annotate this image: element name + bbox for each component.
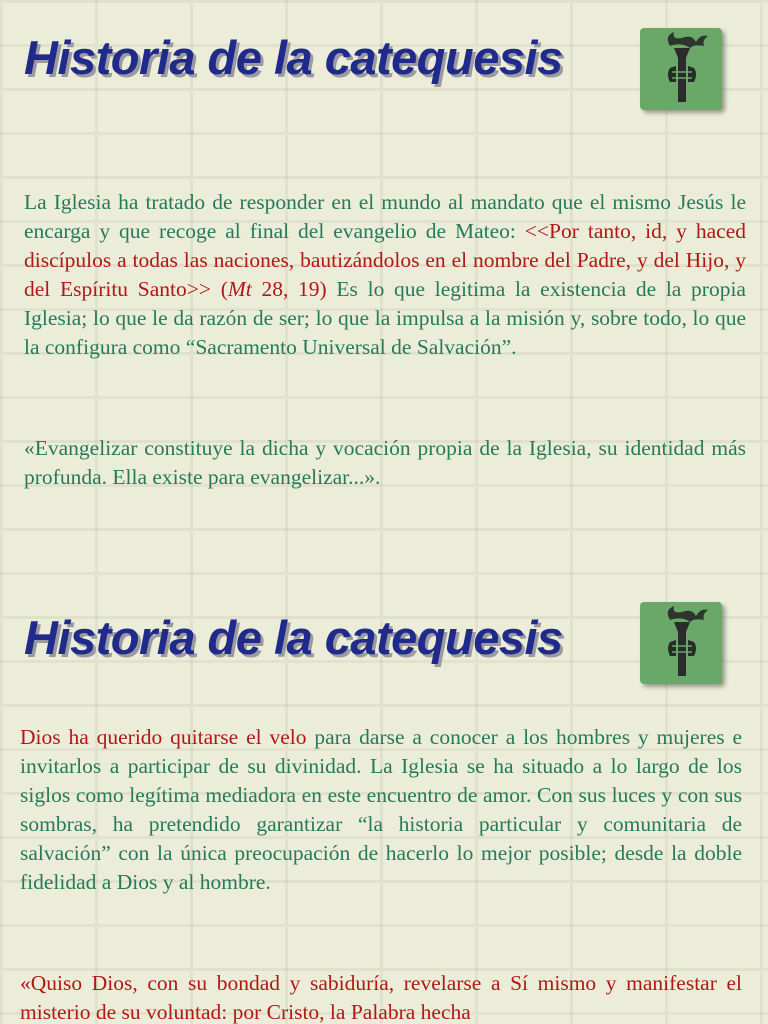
paragraph-1 — [24, 188, 746, 362]
slide-title: Historia de la catequesis — [24, 31, 563, 84]
paragraph-red-start: Dios ha querido quitarse el velo — [20, 725, 307, 749]
paragraph-1 — [20, 723, 742, 897]
paragraph-rest: para darse a conocer a los hombres y mujeres e invitarlos a participar de su divinidad. La Iglesia se ha situado a lo largo de los siglos como legítima mediadora en este encuentro de amor. Con sus luces y con sus sombras, ha pretendido garantizar “la historia particular y comunitaria de salvación” con la única preocupación de hacerlo lo mejor posible; desde la doble fidelidad a Dios y al hombre. — [20, 725, 742, 894]
paragraph-intro: La Iglesia ha tratado de responder en el mundo al mandato que el mismo Jesús le encarga y que recoge al final del evangelio de Mateo: — [24, 190, 746, 243]
bible-quote: <<Por tanto, id, y haced discípulos a todas las naciones, bautizándolos en el nombre del Padre, y del Hijo, y del Espíritu Santo>> — [24, 219, 746, 301]
paragraph-rest: Es lo que legitima la existencia de la propia Iglesia; lo que le da razón de ser; lo que la impulsa a la misión y, sobre todo, lo que la configura como “Sacramento Universal de Salvación”. — [24, 277, 746, 359]
slide-gap — [0, 512, 768, 586]
slide-title: Historia de la catequesis — [24, 611, 563, 664]
torch-hand-icon — [640, 602, 722, 684]
paragraph-2: «Evangelizar constituye la dicha y vocación propia de la Iglesia, su identidad más profunda. Ella existe para evangelizar...». — [24, 436, 746, 489]
torch-hand-icon — [640, 28, 722, 110]
reference-open: ( — [210, 277, 228, 301]
paragraph-2: «Quiso Dios, con su bondad y sabiduría, revelarse a Sí mismo y manifestar el misterio de su voluntad: por Cristo, la Palabra hecha — [20, 971, 742, 1024]
slide-2 — [0, 586, 768, 1024]
reference-book: Mt — [227, 277, 252, 301]
reference-verse: 28, 19) — [251, 277, 327, 301]
